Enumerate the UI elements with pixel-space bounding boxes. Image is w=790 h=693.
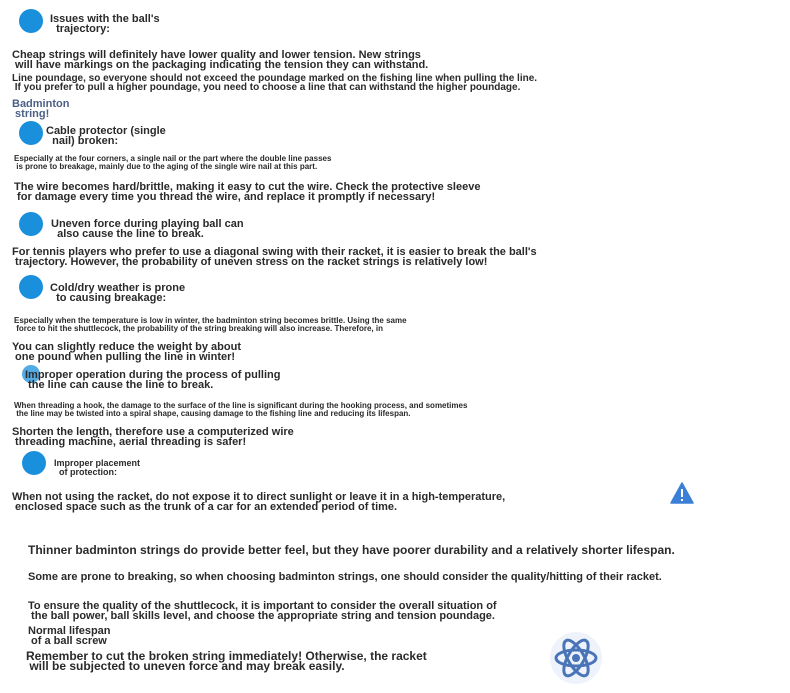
label-badminton-string: Badminton string! xyxy=(12,98,70,120)
section-heading-trajectory: Issues with the ball's trajectory: xyxy=(50,13,160,35)
section-heading-cable-protector: Cable protector (single nail) broken: xyxy=(46,125,166,147)
paragraph-thinner-strings: Thinner badminton strings do provide better feel, but they have poorer durability and a relatively shorter lifespan. xyxy=(28,543,675,557)
paragraph-reduce-weight: You can slightly reduce the weight by about one pound when pulling the line in winter! xyxy=(12,341,241,363)
paragraph-cut-broken-string: Remember to cut the broken string immediately! Otherwise, the racket will be subjected to uneven force and may break easily. xyxy=(26,649,427,673)
section-heading-cold-weather: Cold/dry weather is prone to causing breakage: xyxy=(50,282,186,304)
bullet-dot-icon xyxy=(22,451,46,475)
paragraph-wire-brittle: The wire becomes hard/brittle, making it easy to cut the wire. Check the protective sleeve for damage every time you thread the wire, and replace it promptly if necessary! xyxy=(14,181,481,203)
paragraph-tennis-players: For tennis players who prefer to use a diagonal swing with their racket, it is easier to break the ball's trajectory. However, the probability of uneven stress on the racket strings is relatively low! xyxy=(12,246,537,268)
section-heading-uneven-force: Uneven force during playing ball can also cause the line to break. xyxy=(51,218,244,240)
warning-icon xyxy=(670,481,694,505)
paragraph-cheap-strings: Cheap strings will definitely have lower quality and lower tension. New strings will have markings on the packaging indicating the tension they can withstand. xyxy=(12,49,429,71)
paragraph-winter-brittle: Especially when the temperature is low in winter, the badminton string becomes brittle. Using the same force to hit the shuttlecock, the probability of the string breaking will also increase. Therefore, in xyxy=(14,316,407,333)
section-heading-improper-placement: Improper placement of protection: xyxy=(54,458,141,477)
label-normal-lifespan: Normal lifespan of a ball screw xyxy=(28,625,111,647)
paragraph-shuttlecock-quality: To ensure the quality of the shuttlecock, it is important to consider the overall situation of the ball power, ball skills level, and choose the appropriate string and tension poundage. xyxy=(28,600,497,622)
paragraph-computerized-machine: Shorten the length, therefore use a computerized wire threading machine, aerial threading is safer! xyxy=(12,426,294,448)
paragraph-direct-sunlight: When not using the racket, do not expose it to direct sunlight or leave it in a high-temperature, enclosed space such as the trunk of a car for an extended period of time. xyxy=(12,491,506,513)
paragraph-threading-hook: When threading a hook, the damage to the surface of the line is significant during the hooking process, and sometimes the line may be twisted into a spiral shape, causing damage to the fishing line and reducing its lifespan. xyxy=(14,401,468,418)
paragraph-line-poundage: Line poundage, so everyone should not exceed the poundage marked on the fishing line when pulling the line. If you prefer to pull a higher poundage, you need to choose a line that can withstand the higher poundage. xyxy=(12,73,538,93)
paragraph-prone-to-breaking: Some are prone to breaking, so when choosing badminton strings, one should consider the quality/hitting of their racket. xyxy=(28,571,662,583)
bullet-dot-icon xyxy=(19,275,43,299)
bullet-dot-icon xyxy=(19,121,43,145)
paragraph-four-corners: Especially at the four corners, a single nail or the part where the double line passes is prone to breakage, mainly due to the aging of the single wire nail at this part. xyxy=(14,154,332,171)
atom-icon xyxy=(548,628,608,688)
bullet-dot-icon xyxy=(19,9,43,33)
bullet-dot-icon xyxy=(19,212,43,236)
section-heading-improper-operation: Improper operation during the process of pulling the line can cause the line to break. xyxy=(25,369,281,391)
